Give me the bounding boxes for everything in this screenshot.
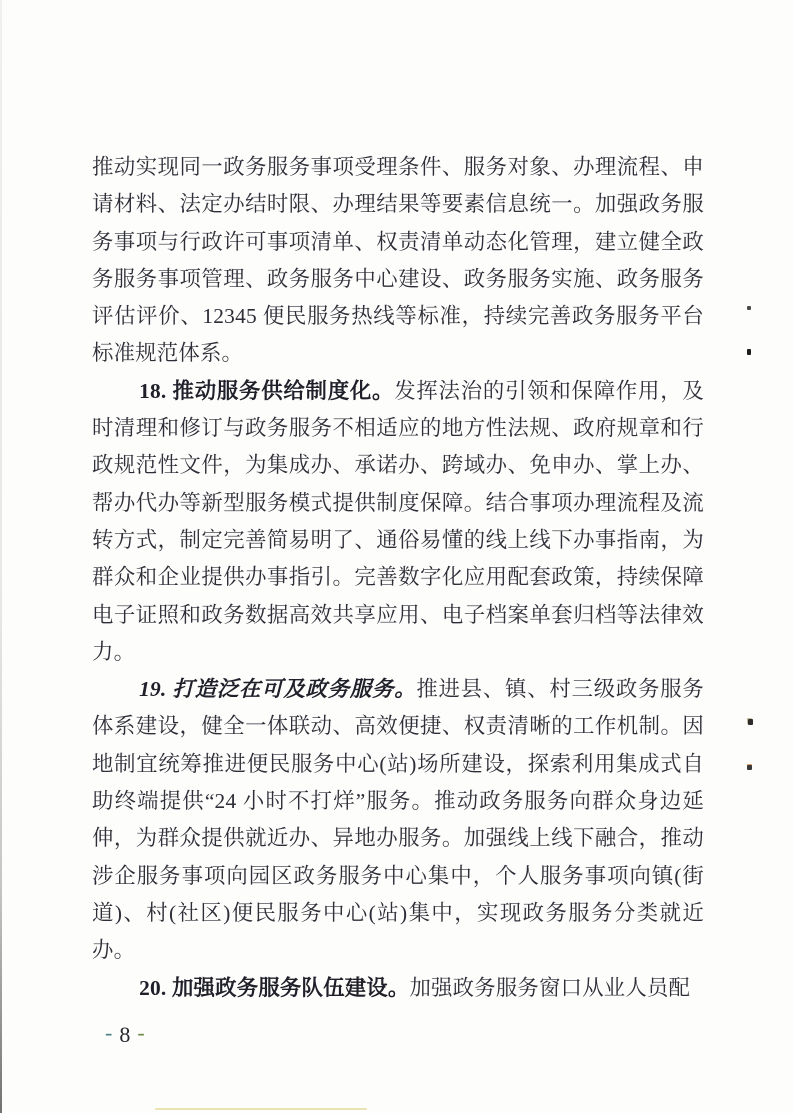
page-number: 8 — [119, 1022, 131, 1047]
paragraph-continuation — [92, 149, 704, 373]
item-18-heading: 18. 推动服务供给制度化。 — [139, 378, 395, 403]
paragraph-item-18 — [92, 373, 704, 671]
paragraph-text: 发挥法治的引领和保障作用，及时清理和修订与政务服务不相适应的地方性法规、政府规章和行政规范性文件，为集成办、承诺办、跨域办、免申办、掌上办、帮办代办等新型服务模式提供制度保障。结合事项办理流程及流转方式，制定完善简易明了、通俗易懂的线上线下办事指南，为群众和企业提供办事指引。完善数字化应用配套政策，持续保障电子证照和政务数据高效共享应用、电子档案单套归档等法律效力。 — [92, 378, 704, 664]
item-19-heading: 19. 打造泛在可及政务服务。 — [139, 677, 417, 702]
paragraph-text: 推进县、镇、村三级政务服务体系建设，健全一体联动、高效便捷、权责清晰的工作机制。因地制宜统筹推进便民服务中心(站)场所建设，探索利用集成式自助终端提供“24 小时不打烊”服务。推动政务服务向群众身边延伸，为群众提供就近办、异地办服务。加强线上线下融合，推动涉企服务事项向园区政务服务中心集中，个人服务事项向镇(街道)、村(社区)便民服务中心(站)集中，实现政务服务分类就近办。 — [92, 677, 704, 963]
page-footer — [98, 1020, 152, 1047]
paragraph-text: 加强政务服务窗口从业人员配 — [409, 975, 691, 1000]
footer-dash-right: - — [137, 1020, 145, 1045]
paragraph-text: 推动实现同一政务服务事项受理条件、服务对象、办理流程、申请材料、法定办结时限、办理结果等要素信息统一。加强政务服务事项与行政许可事项清单、权责清单动态化管理，建立健全政务服务事项管理、政务服务中心建设、政务服务实施、政务服务评估评价、12345 便民服务热线等标准，持续完善政务服务平台标准规范体系。 — [92, 155, 704, 366]
paragraph-item-19 — [92, 671, 704, 969]
scan-streak-artifact — [155, 1108, 367, 1110]
item-20-heading: 20. 加强政务服务队伍建设。 — [139, 975, 410, 1000]
scan-speck — [747, 349, 751, 355]
paragraph-item-20 — [92, 970, 704, 1007]
scan-speck — [747, 306, 751, 310]
scan-edge-artifact — [0, 0, 2, 1113]
document-body — [92, 149, 704, 1007]
scan-speck — [747, 765, 752, 770]
scan-speck — [748, 719, 753, 725]
footer-dash-left: - — [105, 1020, 113, 1045]
